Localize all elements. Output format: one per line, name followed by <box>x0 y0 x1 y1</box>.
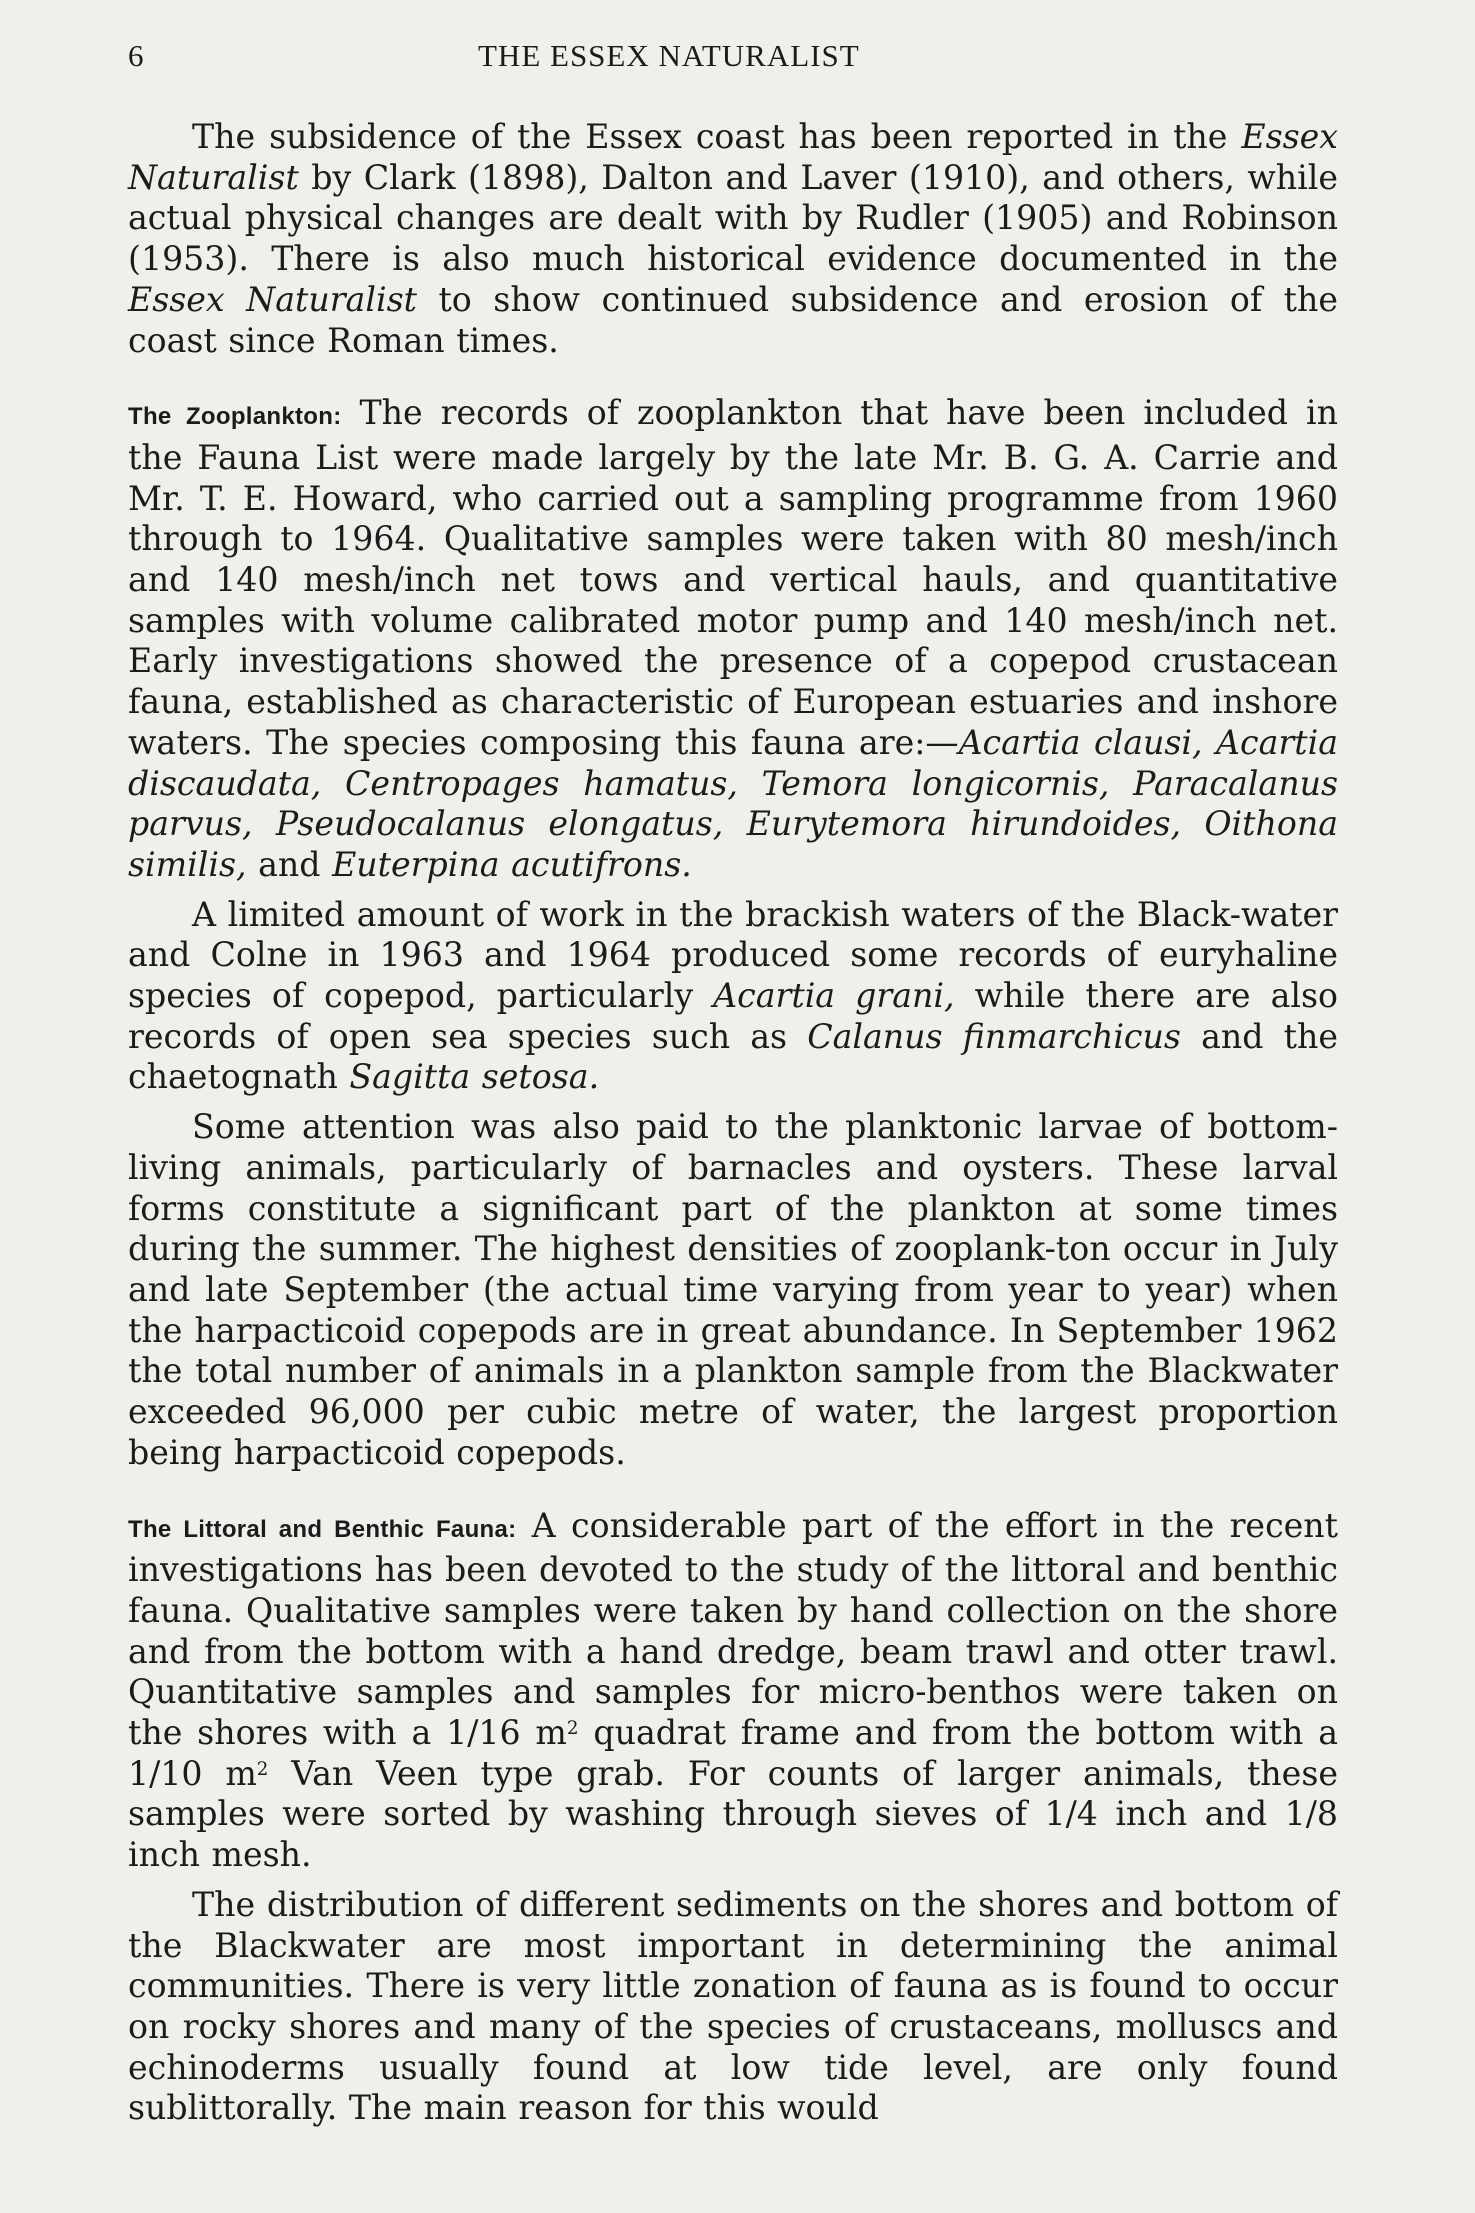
article-body <box>128 117 1338 2129</box>
italic-species-name: Calanus finmarchicus <box>807 1016 1181 1056</box>
text-run: by Clark (1898), Dalton and Laver (1910), and others, while actual physical changes are dealt with by Rudler (1905) and Robinson (1953). There is also much historical evidence documented in the <box>128 157 1338 279</box>
italic-species-list: Acartia clausi, Acartia discaudata, Centropages hamatus, Temora longicornis, Paracalanus parvus, Pseudocalanus elongatus, Eurytemora hirundoides, Oithona similis, <box>128 722 1338 884</box>
paragraph-zooplankton <box>128 393 1338 885</box>
section-heading-littoral: The Littoral and Benthic Fauna: <box>128 1515 517 1543</box>
text-run: and the chaetognath <box>128 1016 1338 1097</box>
text-run: A considerable part of the effort in the recent investigations has been devoted to the study of the littoral and benthic fauna. Qualitative samples were taken by hand collection on the shore and from the bottom with a hand dredge, beam trawl and otter trawl. Quantitative samples and samples for micro-benthos were taken on the shores with a 1/16 m <box>128 1505 1339 1753</box>
text-run: quadrat frame and from the bottom with a 1/10 m <box>128 1713 1339 1793</box>
superscript: 2 <box>566 1717 579 1739</box>
italic-species-name: Euterpina acutifrons. <box>332 844 692 884</box>
text-run: to show continued subsidence and erosion of the coast since Roman times. <box>128 279 1338 360</box>
paragraph-sediments: The distribution of different sediments on the shores and bottom of the Blackwater are most important in determining the animal communities. There is very little zonation of fauna as is found to occur on rocky shores and many of the species of crustaceans, molluscs and echinoderms usually found at low tide level, are only found sublittorally. The main reason for this would <box>128 1884 1338 2128</box>
paragraph-littoral <box>128 1506 1338 1876</box>
journal-title: THE ESSEX NATURALIST <box>478 38 860 73</box>
running-header <box>128 38 1338 82</box>
paragraph-subsidence <box>128 117 1338 361</box>
italic-species-name: Acartia grani, <box>713 976 955 1016</box>
superscript: 2 <box>256 1758 269 1780</box>
italic-journal-name: Essex Naturalist <box>128 279 417 319</box>
section-heading-zooplankton: The Zooplankton: <box>128 403 342 431</box>
paragraph-brackish <box>128 895 1338 1099</box>
paragraph-larvae: Some attention was also paid to the planktonic larvae of bottom-living animals, particularly of barnacles and oysters. These larval forms constitute a significant part of the plankton at some times during the summer. The highest densities of zooplank-ton occur in July and late September (the actual time varying from year to year) when the harpacticoid copepods are in great abundance. In September 1962 the total number of animals in a plankton sample from the Blackwater exceeded 96,000 per cubic metre of water, the largest proportion being harpacticoid copepods. <box>128 1107 1338 1472</box>
text-run: The records of zooplankton that have been included in the Fauna List were made largely by the late Mr. B. G. A. Carrie and Mr. T. E. Howard, who carried out a sampling programme from 1960 through to 1964. Qualitative samples were taken with 80 mesh/inch and 140 mesh/inch net tows and vertical hauls, and quantitative samples with volume calibrated motor pump and 140 mesh/inch net. Early investigations showed the presence of a copepod crustacean fauna, established as characteristic of European estuaries and inshore waters. The species composing this fauna are:— <box>128 393 1338 762</box>
text-run: A limited amount of work in the brackish waters of the Black-water and Colne in 1963 and 1964 produced some records of euryhaline species of copepod, particularly <box>128 894 1338 1016</box>
text-run: while there are also records of open sea species such as <box>128 976 1338 1056</box>
italic-journal-name: Essex Naturalist <box>128 117 1338 197</box>
page-number: 6 <box>128 38 145 73</box>
text-run: and <box>246 844 333 884</box>
text-run: Van Veen type grab. For counts of larger animals, these samples were sorted by washing through sieves of 1/4 inch and 1/8 inch mesh. <box>128 1753 1338 1875</box>
text-run: The subsidence of the Essex coast has been reported in the <box>192 117 1242 156</box>
italic-species-name: Sagitta setosa. <box>349 1057 600 1097</box>
